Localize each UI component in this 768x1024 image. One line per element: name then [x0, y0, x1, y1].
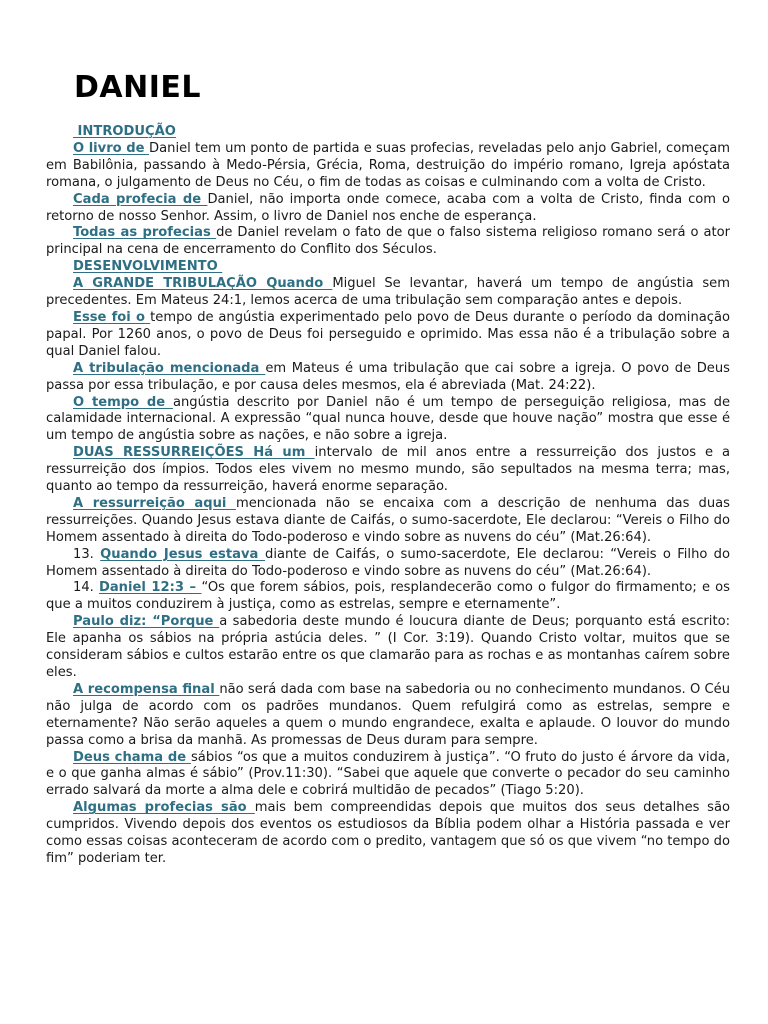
paragraph-text: mencionada não se encaixa com a descrição de nenhuma das duas ressurreições. Quando Jesus estava diante de Caifás, o sumo-sacerdote, Ele declarou: “Vereis o Filho do Homem assentado à direita do Todo-poderoso e vindo sobre as nuvens do céu” (Mat.26:64). [46, 495, 731, 545]
paragraph-text: de Daniel revelam o fato de que o falso sistema religioso romano será o ator principal na cena de encerramento do Conflito dos Séculos. [46, 225, 730, 258]
paragraph-lead: Algumas profecias são [73, 800, 255, 816]
section-heading-desenvolvimento: DESENVOLVIMENTO [73, 259, 223, 275]
paragraph-lead: Todas as profecias [73, 225, 217, 241]
paragraph-lead: O livro de [73, 140, 150, 156]
paragraph-text: Miguel Se levantar, haverá um tempo de angústia sem precedentes. Em Mateus 24:1, lemos acerca de uma tribulação sem comparação antes e depois. [46, 276, 730, 309]
paragraph-lead: A tribulação mencionada [73, 360, 266, 376]
document-page [46, 0, 730, 868]
paragraph-text: em Mateus é uma tribulação que cai sobre a igreja. O povo de Deus passa por essa tribulação, e por causa deles mesmos, ela é abreviada (Mat. 24:22). [46, 360, 730, 393]
paragraph-text: intervalo de mil anos entre a ressurreição dos justos e a ressurreição dos ímpios. Todos eles vivem no mesmo mundo, são sepultados na mesma terra; mas, quanto ao tempo da ressurreição, haverá enorme separação. [46, 445, 730, 495]
document-body [46, 124, 730, 868]
paragraph-text: não será dada com base na sabedoria ou no conhecimento mundanos. O Céu não julga de acordo com os padrões mundanos. Quem refulgirá como as estrelas, sempre e eternamente? Não serão aqueles a quem o mundo engrandece, exalta e aplaude. O louvor do mundo passa como a brisa da manhã. As promessas de Deus duram para sempre. [46, 681, 731, 748]
paragraph-number: 14. [73, 580, 99, 596]
paragraph-lead: O tempo de [73, 394, 173, 410]
paragraph-lead: A GRANDE TRIBULAÇÃO Quando [73, 276, 333, 292]
paragraph [46, 361, 730, 395]
section-heading-introducao: INTRODUÇÃO [73, 124, 176, 139]
paragraph-text: sábios “os que a muitos conduzirem à justiça”. “O fruto do justo é árvore da vida, e o que ganha almas é sábio” (Prov.11:30). “Sabei que aquele que converte o pecador do seu caminho errado salvará da morte a alma dele e cobrirá multidão de pecados” (Tiago 5:20). [46, 749, 730, 799]
paragraph-number: 13. [73, 546, 101, 562]
paragraph [46, 395, 730, 446]
paragraph-text: mais bem compreendidas depois que muitos dos seus detalhes são cumpridos. Vivendo depois dos eventos os estudiosos da Bíblia podem olhar a História passada e ver como essas coisas aconteceram de acordo com o predito, vantagem que só os que vivem “no tempo do fim” poderiam ter. [46, 800, 730, 866]
paragraph-text: diante de Caifás, o sumo-sacerdote, Ele declarou: “Vereis o Filho do Homem assentado à direita do Todo-poderoso e vindo sobre as nuvens do céu” (Mat.26:64). [46, 546, 730, 579]
paragraph [46, 547, 730, 581]
paragraph [46, 614, 730, 682]
paragraph-text: tempo de angústia experimentado pelo povo de Deus durante o período da dominação papal. Por 1260 anos, o povo de Deus foi perseguido e oprimido. Mas essa não é a tribulação sobre a qual Daniel falou. [46, 309, 730, 359]
paragraph-text: Daniel tem um ponto de partida e suas profecias, reveladas pelo anjo Gabriel, começam em Babilônia, passando à Medo-Pérsia, Grécia, Roma, destruição do império romano, Igreja apóstata romana, o julgamento de Deus no Céu, o fim de todas as coisas e culminando com a volta de Cristo. [46, 140, 730, 190]
paragraph-lead: Paulo diz: “Porque [73, 614, 220, 630]
paragraph-lead: A recompensa final [73, 681, 220, 697]
paragraph [46, 682, 730, 750]
paragraph-lead: A ressurreição aqui [73, 495, 236, 511]
paragraph-text: angústia descrito por Daniel não é um tempo de perseguição religiosa, mas de calamidade internacional. A expressão “qual nunca houve, desde que houve nação” mostra que esse é um tempo de angústia sobre as nações, e não sobre a igreja. [46, 394, 730, 444]
paragraph [46, 800, 730, 868]
paragraph [46, 225, 730, 259]
paragraph-text: “Os que forem sábios, pois, resplandecerão como o fulgor do firmamento; e os que a muitos conduzirem à justiça, como as estrelas, sempre e eternamente”. [46, 580, 730, 613]
paragraph [46, 580, 730, 614]
paragraph [46, 445, 730, 496]
paragraph-lead: Quando Jesus estava [100, 546, 266, 562]
paragraph-text: Daniel, não importa onde comece, acaba com a volta de Cristo, finda com o retorno de nosso Senhor. Assim, o livro de Daniel nos enche de esperança. [46, 191, 730, 224]
paragraph-lead: Cada profecia de [73, 191, 208, 207]
paragraph-text: a sabedoria deste mundo é loucura diante de Deus; porquanto está escrito: Ele apanha os sábios na própria astúcia deles. ” (I Cor. 3:19). Quando Cristo voltar, muitos que se consideram sábios e cultos estarão entre os que clamarão para as rochas e as montanhas caírem sobre eles. [46, 614, 731, 680]
paragraph [46, 750, 730, 801]
paragraph [46, 141, 730, 192]
paragraph-lead: DUAS RESSURREIÇÕES Há um [73, 445, 315, 461]
paragraph-lead: Esse foi o [73, 309, 151, 325]
paragraph [46, 496, 730, 547]
paragraph-lead: Deus chama de [73, 749, 191, 765]
paragraph [46, 192, 730, 226]
paragraph [46, 276, 730, 310]
paragraph-lead: Daniel 12:3 – [98, 580, 202, 596]
page-title: DANIEL [74, 70, 201, 105]
paragraph [46, 310, 730, 361]
